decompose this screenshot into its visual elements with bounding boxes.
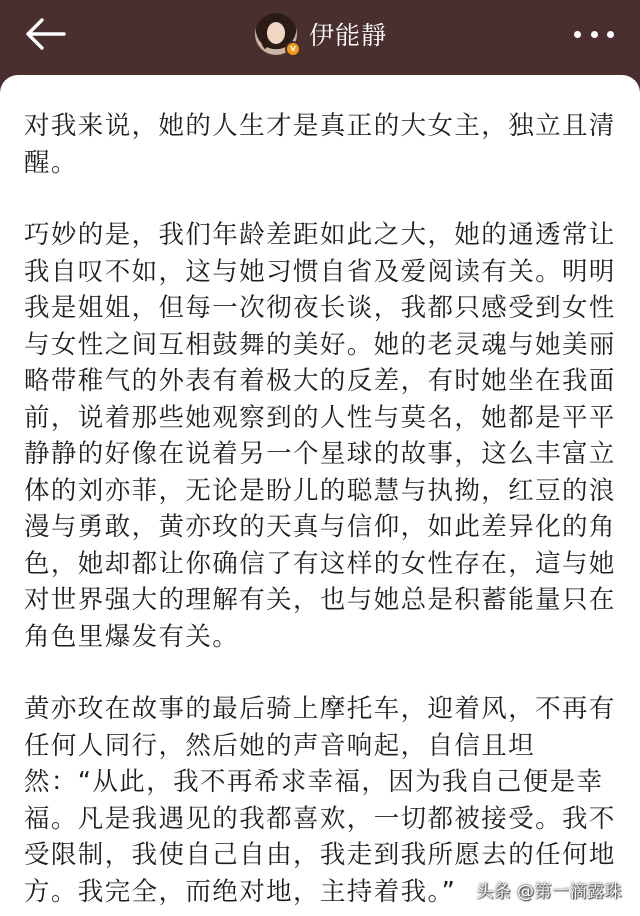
arrow-left-icon [22, 14, 68, 54]
post-paragraph: 对我来说，她的人生才是真正的大女主，独立且清醒。 [24, 111, 616, 178]
avatar-face [267, 22, 285, 44]
more-dots-icon [591, 31, 598, 38]
more-dots-icon [607, 31, 614, 38]
watermark: 头条 @第一滴露珠 [476, 882, 622, 902]
back-button[interactable] [22, 14, 68, 54]
post-paragraph: 巧妙的是，我们年龄差距如此之大，她的通透常让我自叹不如，这与她习惯自省及爱阅读有关。明明我是姐姐，但每一次彻夜长谈，我都只感受到女性与女性之间互相鼓舞的美好。她的老灵魂与她美丽略带稚气的外表有着极大的反差，有时她坐在我面前，说着那些她观察到的人性与莫名，她都是平平静静的好像在说着另一个星球的故事，这么丰富立体的刘亦菲，无论是盼儿的聪慧与执拗，红豆的浪漫与勇敢，黄亦玫的天真与信仰，如此差异化的角色，她却都让你确信了有这样的女性存在，這与她对世界强大的理解有关，也与她总是积蓄能量只在角色里爆发有关。 [24, 220, 616, 652]
top-bar [0, 0, 640, 70]
more-dots-icon [574, 31, 581, 38]
verified-badge-icon: v [285, 41, 301, 57]
profile-info[interactable] [255, 12, 387, 56]
more-options-button[interactable] [574, 24, 614, 44]
post-paragraph: 黄亦玫在故事的最后骑上摩托车，迎着风，不再有任何人同行，然后她的声音响起，自信且坦然：“从此，我不再希求幸福，因为我自己便是幸福。凡是我遇见的我都喜欢，一切都被接受。我不受限制，我使自己自由，我走到我所愿去的任何地方。我完全，而绝对地，主持着我。” [24, 694, 616, 907]
username[interactable]: 伊能靜 [309, 21, 388, 50]
post-content [0, 75, 640, 916]
avatar[interactable] [255, 13, 297, 55]
